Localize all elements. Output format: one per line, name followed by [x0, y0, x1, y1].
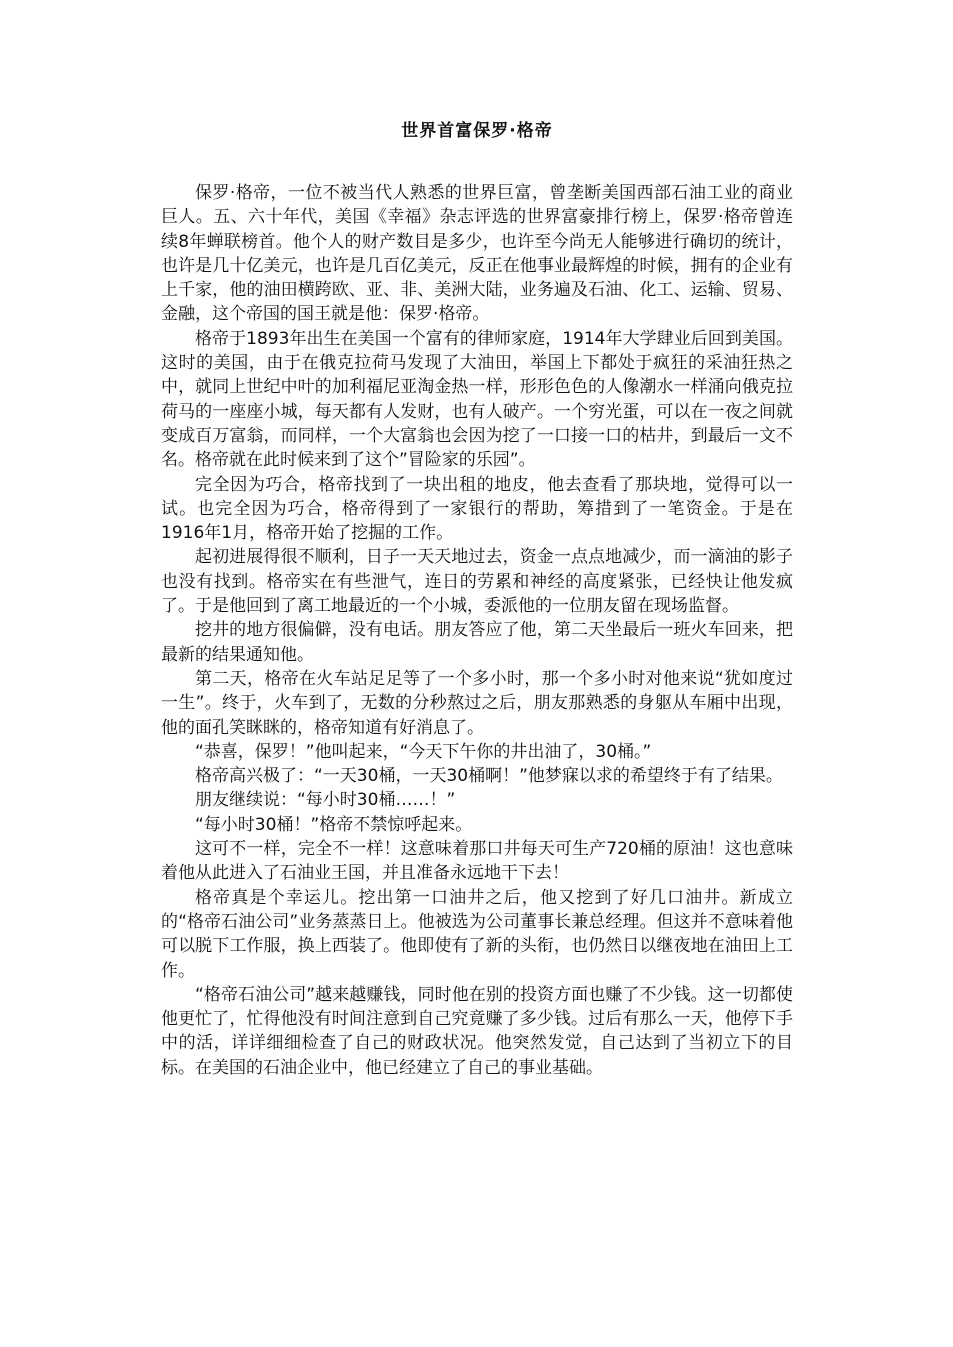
paragraph-7: “恭喜，保罗！”他叫起来，“今天下午你的井出油了，30桶。” — [195, 741, 652, 762]
paragraph-1: 保罗·格帝，一位不被当代人熟悉的世界巨富，曾垄断美国西部石油工业的商业巨人。五、六十年代，美国《幸福》杂志评选的世界富豪排行榜上，保罗·格帝曾连续8年蝉联榜首。他个人的财产数目是多少，也许至今尚无人能够进行确切的统计，也许是几十亿美元，也许是几百亿美元，反正在他事业最辉煌的时候，拥有的企业有上千家，他的油田横跨欧、亚、非、美洲大陆，业务遍及石油、化工、运输、贸易、金融，这个帝国的国王就是他：保罗·格帝。 — [161, 183, 793, 325]
paragraph-8: 格帝高兴极了：“一天30桶，一天30桶啊！”他梦寐以求的希望终于有了结果。 — [195, 766, 783, 787]
paragraph-2: 格帝于1893年出生在美国一个富有的律师家庭，1914年大学肆业后回到美国。这时的美国，由于在俄克拉荷马发现了大油田，举国上下都处于疯狂的采油狂热之中，就同上世纪中叶的加利福尼亚淘金热一样，形形色色的人像潮水一样涌向俄克拉荷马的一座座小城，每天都有人发财，也有人破产。一个穷光蛋，可以在一夜之间就变成百万富翁，而同样，一个大富翁也会因为挖了一口接一口的枯井，到最后一文不名。格帝就在此时候来到了这个”冒险家的乐园”。 — [161, 328, 793, 471]
paragraph-5: 挖井的地方很偏僻，没有电话。朋友答应了他，第二天坐最后一班火车回来，把最新的结果通知他。 — [161, 620, 793, 665]
paragraph-13: “格帝石油公司”越来越赚钱，同时他在别的投资方面也赚了不少钱。这一切都使他更忙了，忙得他没有时间注意到自己究竟赚了多少钱。过后有那么一天，他停下手中的活，详详细细检查了自己的财政状况。他突然发觉，自己达到了当初立下的目标。在美国的石油企业中，他已经建立了自己的事业基础。 — [161, 984, 793, 1078]
paragraph-12: 格帝真是个幸运儿。挖出第一口油井之后，他又挖到了好几口油井。新成立的“格帝石油公司”业务蒸蒸日上。他被选为公司董事长兼总经理。但这并不意味着他可以脱下工作服，换上西装了。他即使有了新的头衔，也仍然日以继夜地在油田上工作。 — [161, 887, 793, 981]
paragraph-4: 起初进展得很不顺利，日子一天天地过去，资金一点点地减少，而一滴油的影子也没有找到。格帝实在有些泄气，连日的劳累和神经的高度紧张，已经快让他发疯了。于是他回到了离工地最近的一个小城，委派他的一位朋友留在现场监督。 — [161, 547, 793, 617]
paragraph-3: 完全因为巧合，格帝找到了一块出租的地皮，他去查看了那块地，觉得可以一试。也完全因为巧合，格帝得到了一家银行的帮助，筹措到了一笔资金。于是在1916年1月，格帝开始了挖掘的工作。 — [161, 474, 793, 544]
document-page — [161, 116, 793, 1080]
paragraph-6: 第二天，格帝在火车站足足等了一个多小时，那一个多小时对他来说“犹如度过一生”。终于，火车到了，无数的分秒熬过之后，朋友那熟悉的身躯从车厢中出现，他的面孔笑眯眯的，格帝知道有好消息了。 — [161, 668, 793, 738]
paragraph-10: “每小时30桶！”格帝不禁惊呼起来。 — [195, 814, 473, 835]
document-title: 世界首富保罗·格帝 — [401, 121, 553, 141]
paragraph-11: 这可不一样，完全不一样！这意味着那口井每天可生产720桶的原油！这也意味着他从此进入了石油业王国，并且准备永远地干下去！ — [161, 839, 793, 884]
paragraph-9: 朋友继续说：“每小时30桶……！” — [195, 790, 456, 811]
